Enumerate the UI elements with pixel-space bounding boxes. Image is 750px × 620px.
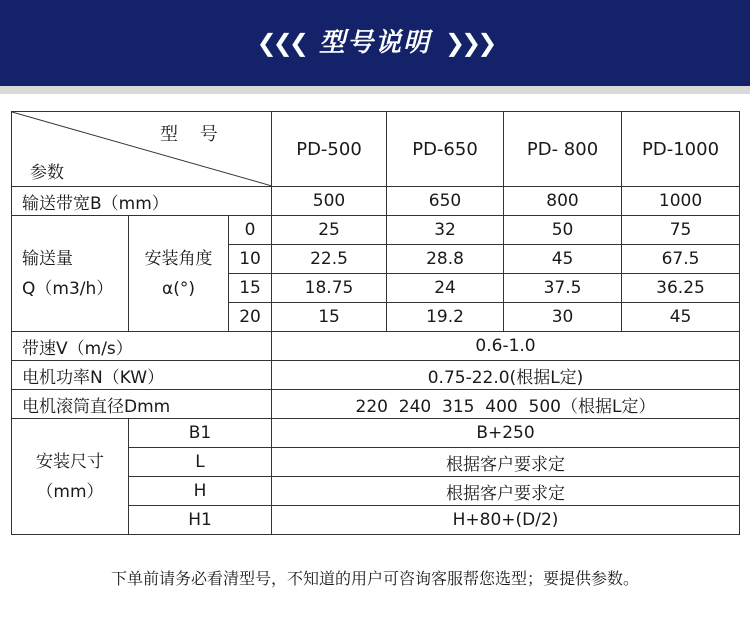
install-size-value: B+250	[272, 419, 740, 448]
install-size-key: H	[129, 477, 272, 506]
table-cell: 500	[272, 187, 387, 216]
install-size-label-line1: 安装尺寸	[36, 451, 104, 472]
angle-value: 10	[229, 245, 272, 274]
belt-speed-label: 带速V（m/s）	[12, 332, 272, 361]
angle-label	[129, 216, 229, 332]
header-banner	[0, 0, 750, 86]
capacity-label-line1: 输送量	[22, 248, 73, 269]
install-size-label	[12, 419, 129, 535]
drum-diameter-label: 电机滚筒直径Dmm	[12, 390, 272, 419]
table-row	[12, 332, 740, 361]
table-cell: 25	[272, 216, 387, 245]
table-cell: 32	[387, 216, 504, 245]
table-cell: 45	[622, 303, 740, 332]
page-title	[0, 0, 750, 86]
install-size-label-line2: （mm）	[36, 481, 104, 502]
install-size-key: H1	[129, 506, 272, 535]
table-cell: 30	[504, 303, 622, 332]
model-header: PD-1000	[622, 112, 740, 187]
table-row	[12, 216, 740, 245]
angle-label-line1: 安装角度	[144, 248, 213, 269]
table-cell: 67.5	[622, 245, 740, 274]
belt-speed-value: 0.6-1.0	[272, 332, 740, 361]
model-header: PD- 800	[504, 112, 622, 187]
model-header: PD-500	[272, 112, 387, 187]
title-text: 型号说明	[318, 28, 431, 58]
table-cell: 75	[622, 216, 740, 245]
table-cell: 50	[504, 216, 622, 245]
table-cell: 15	[272, 303, 387, 332]
install-size-value: H+80+(D/2)	[272, 506, 740, 535]
table-cell: 37.5	[504, 274, 622, 303]
angle-value: 0	[229, 216, 272, 245]
motor-power-label: 电机功率N（KW）	[12, 361, 272, 390]
table-row	[12, 187, 740, 216]
angle-value: 20	[229, 303, 272, 332]
table-cell: 36.25	[622, 274, 740, 303]
install-size-key: L	[129, 448, 272, 477]
table-cell: 650	[387, 187, 504, 216]
motor-power-value: 0.75-22.0(根据L定)	[272, 361, 740, 390]
angle-value: 15	[229, 274, 272, 303]
corner-param-label: 参数	[30, 163, 64, 183]
belt-width-label: 输送带宽B（mm）	[12, 187, 272, 216]
table-cell: 18.75	[272, 274, 387, 303]
header-divider	[0, 86, 750, 94]
table-row	[12, 419, 740, 448]
table-cell: 800	[504, 187, 622, 216]
chevron-right-icon: ❯❯❯	[445, 29, 494, 57]
install-size-value: 根据客户要求定	[272, 448, 740, 477]
table-row	[12, 112, 740, 187]
table-cell: 19.2	[387, 303, 504, 332]
drum-diameter-value: 220 240 315 400 500（根据L定）	[272, 390, 740, 419]
table-row	[12, 390, 740, 419]
angle-label-line2: α(°)	[162, 278, 195, 299]
table-cell: 45	[504, 245, 622, 274]
table-cell: 24	[387, 274, 504, 303]
corner-cell	[12, 112, 272, 187]
spec-table	[11, 111, 740, 535]
chevron-left-icon: ❮❮❮	[256, 29, 305, 57]
table-cell: 22.5	[272, 245, 387, 274]
table-cell: 28.8	[387, 245, 504, 274]
capacity-label	[12, 216, 129, 332]
footnote: 下单前请务必看清型号，不知道的用户可咨询客服帮您选型；要提供参数。	[110, 569, 639, 588]
table-cell: 1000	[622, 187, 740, 216]
install-size-value: 根据客户要求定	[272, 477, 740, 506]
model-header: PD-650	[387, 112, 504, 187]
corner-model-label: 型 号	[160, 124, 226, 145]
install-size-key: B1	[129, 419, 272, 448]
table-row	[12, 361, 740, 390]
capacity-label-line2: Q（m3/h）	[22, 278, 114, 299]
